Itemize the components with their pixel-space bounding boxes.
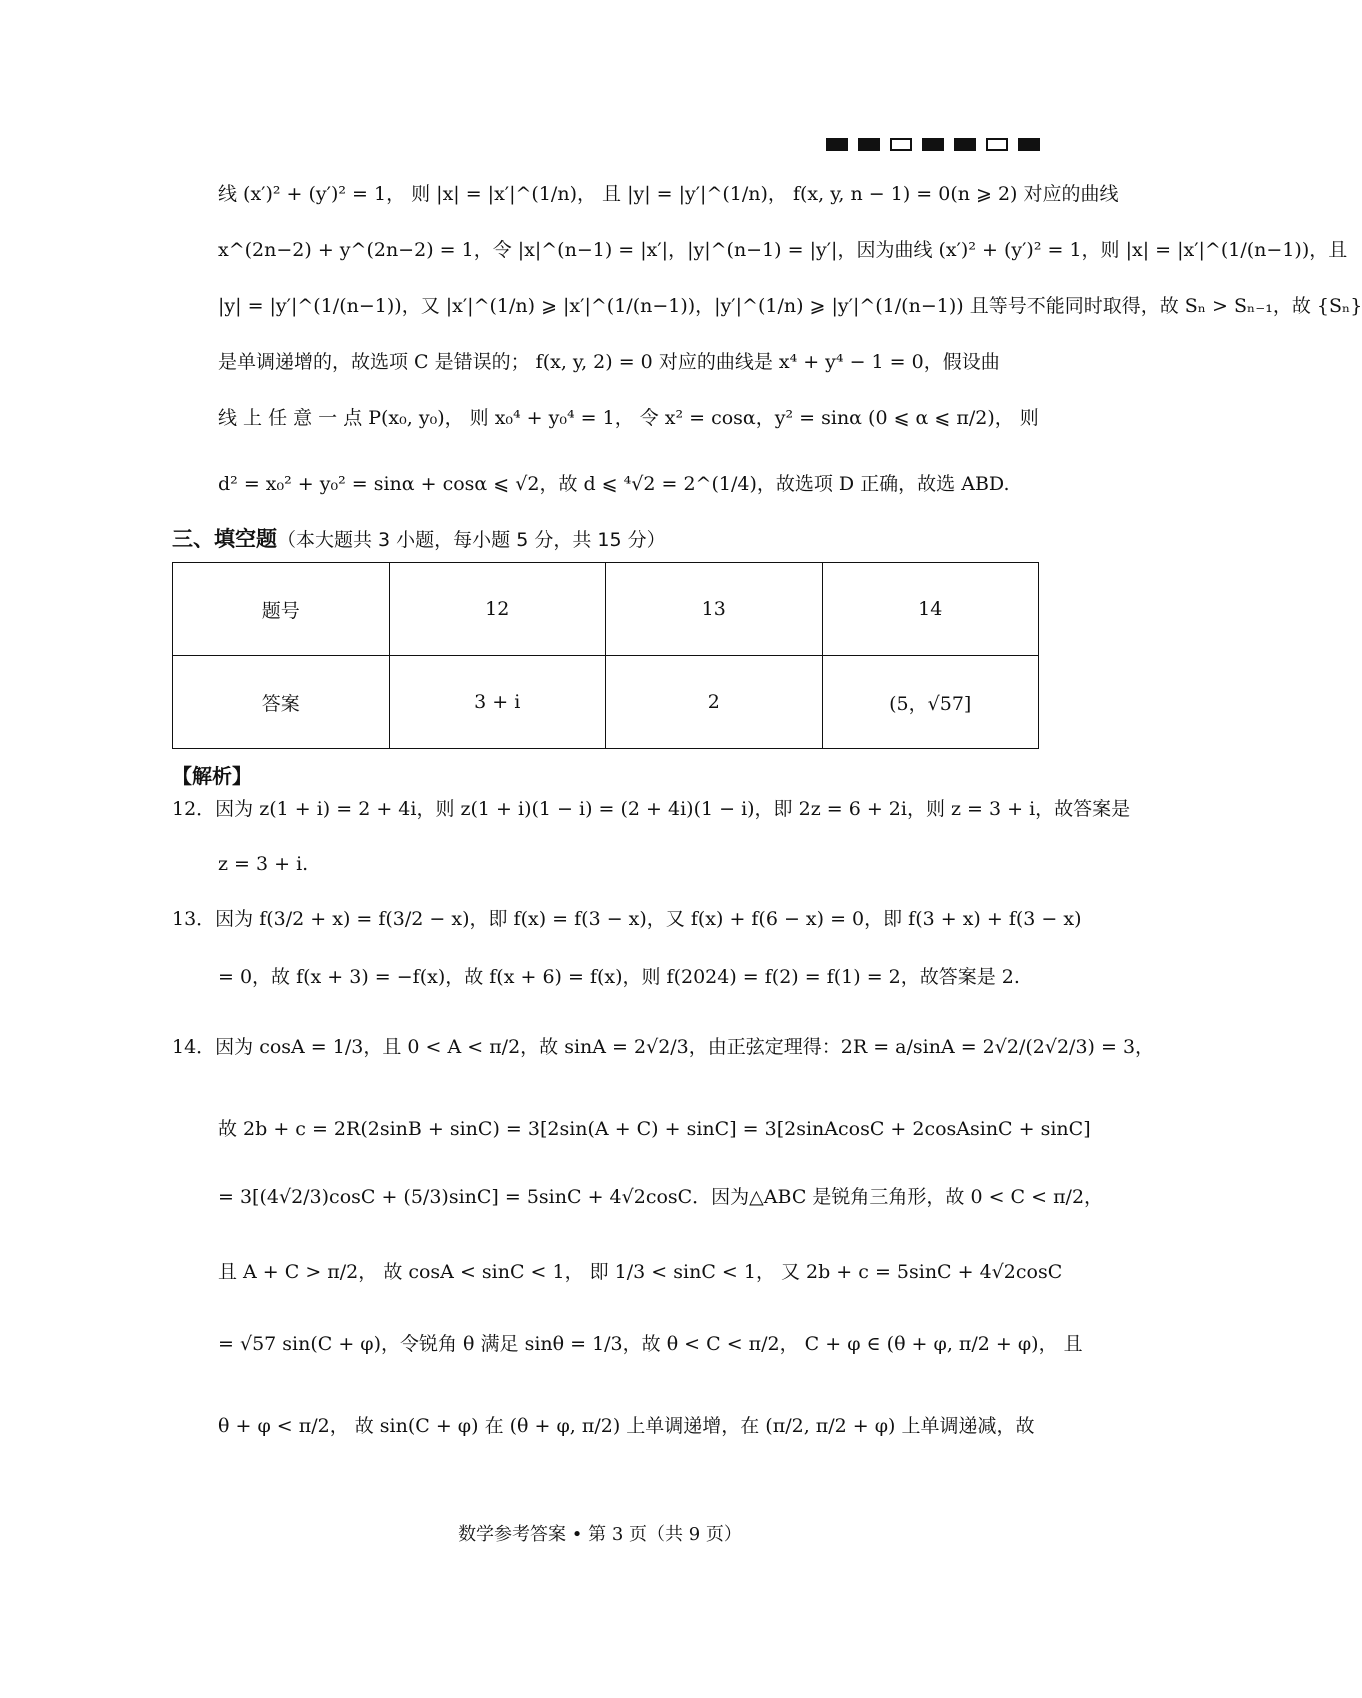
text-line: 是单调递增的，故选项 C 是错误的； f(x, y, 2) = 0 对应的曲线是 x⁴ + y⁴ − 1 = 0，假设曲 (218, 351, 1000, 373)
text-line: = 3[(4√2/3)cosC + (5/3)sinC] = 5sinC + 4√2cosC．因为△ABC 是锐角三角形，故 0 < C < π/2， (218, 1186, 1104, 1208)
analysis-label: 【解析】 (172, 764, 252, 788)
page-footer: 数学参考答案 • 第 3 页（共 9 页） (458, 1524, 742, 1545)
answer-table (172, 562, 1039, 749)
table-cell: 2 (606, 656, 823, 749)
table-cell: 12 (389, 563, 606, 656)
text-line: 14．因为 cosA = 1/3，且 0 < A < π/2，故 sinA = 2√2/3，由正弦定理得：2R = a/sinA = 2√2/(2√2/3) = 3， (172, 1036, 1155, 1058)
table-cell: 答案 (173, 656, 390, 749)
text-line: 且 A + C > π/2， 故 cosA < sinC < 1， 即 1/3 < sinC < 1， 又 2b + c = 5sinC + 4√2cosC (218, 1261, 1063, 1283)
text-line: x^(2n−2) + y^(2n−2) = 1，令 |x|^(n−1) = |x′|，|y|^(n−1) = |y′|，因为曲线 (x′)² + (y′)² = 1，则 |x| = |x′|^(1/(n−1))，且 (218, 239, 1348, 261)
table-row (173, 656, 1039, 749)
text-line: = √57 sin(C + φ)，令锐角 θ 满足 sinθ = 1/3，故 θ < C < π/2， C + φ ∈ (θ + φ, π/2 + φ)， 且 (218, 1333, 1083, 1355)
text-line: 线 (x′)² + (y′)² = 1， 则 |x| = |x′|^(1/n)， 且 |y| = |y′|^(1/n)， f(x, y, n − 1) = 0(n ⩾ 2) 对应的曲线 (218, 183, 1119, 205)
table-cell: (5，√57] (822, 656, 1039, 749)
header-marks (826, 138, 1040, 151)
filled-square-mark (1018, 138, 1040, 151)
filled-square-mark (826, 138, 848, 151)
text-line: θ + φ < π/2， 故 sin(C + φ) 在 (θ + φ, π/2) 上单调递增，在 (π/2, π/2 + φ) 上单调递减，故 (218, 1415, 1035, 1437)
table-row (173, 563, 1039, 656)
text-line: 12．因为 z(1 + i) = 2 + 4i，则 z(1 + i)(1 − i) = (2 + 4i)(1 − i)，即 2z = 6 + 2i，则 z = 3 + i，故答案是 (172, 798, 1131, 820)
text-line: z = 3 + i. (218, 853, 309, 875)
filled-square-mark (858, 138, 880, 151)
text-line: 线 上 任 意 一 点 P(x₀, y₀)， 则 x₀⁴ + y₀⁴ = 1， 令 x² = cosα，y² = sinα (0 ⩽ α ⩽ π/2)， 则 (218, 407, 1039, 429)
empty-square-mark (890, 138, 912, 151)
table-cell: 13 (606, 563, 823, 656)
table-cell: 3 + i (389, 656, 606, 749)
table-cell: 题号 (173, 563, 390, 656)
section-title-text: 三、填空题 (172, 527, 277, 551)
text-line: |y| = |y′|^(1/(n−1))，又 |x′|^(1/n) ⩾ |x′|^(1/(n−1))，|y′|^(1/n) ⩾ |y′|^(1/(n−1)) 且等号不能同时取得，故 Sₙ > Sₙ₋₁，故 {Sₙ} (218, 295, 1362, 317)
text-line: = 0，故 f(x + 3) = −f(x)，故 f(x + 6) = f(x)，则 f(2024) = f(2) = f(1) = 2，故答案是 2. (218, 966, 1020, 988)
filled-square-mark (922, 138, 944, 151)
table-cell: 14 (822, 563, 1039, 656)
text-line: 故 2b + c = 2R(2sinB + sinC) = 3[2sin(A + C) + sinC] = 3[2sinAcosC + 2cosAsinC + sinC] (218, 1118, 1091, 1140)
text-line: 13．因为 f(3/2 + x) = f(3/2 − x)，即 f(x) = f(3 − x)，又 f(x) + f(6 − x) = 0，即 f(3 + x) + f(3 − x) (172, 908, 1082, 930)
section-subtitle: （本大题共 3 小题，每小题 5 分，共 15 分） (277, 529, 666, 551)
empty-square-mark (986, 138, 1008, 151)
text-line: d² = x₀² + y₀² = sinα + cosα ⩽ √2，故 d ⩽ ⁴√2 = 2^(1/4)，故选项 D 正确，故选 ABD. (218, 473, 1010, 495)
filled-square-mark (954, 138, 976, 151)
section-title (172, 523, 666, 553)
